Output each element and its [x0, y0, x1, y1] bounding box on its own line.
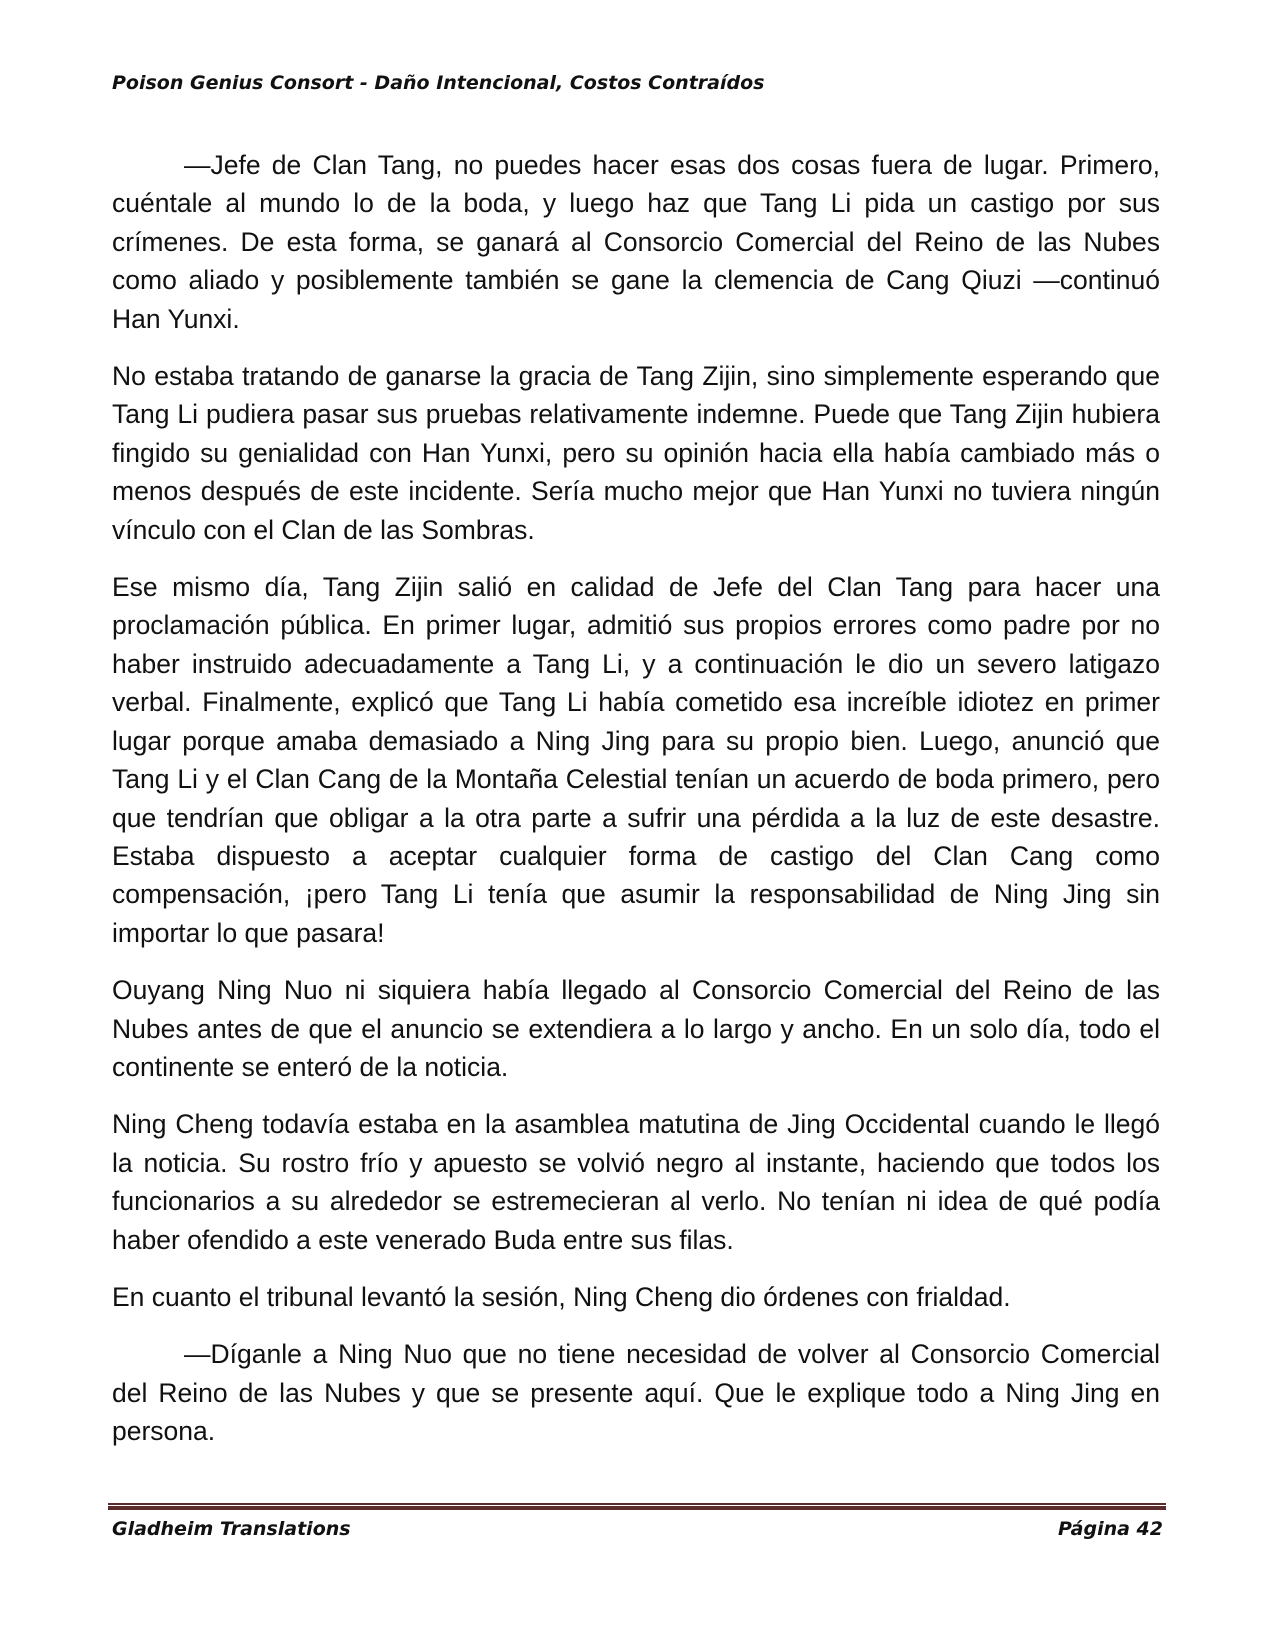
paragraph-2: No estaba tratando de ganarse la gracia de Tang Zijin, sino simplemente esperando que Tang Li pudiera pasar sus pruebas relativamente indemne. Puede que Tang Zijin hubiera fingido su genialidad con Han Yunxi, pero su opinión hacia ella había cambiado más o menos después de este incidente. Sería mucho mejor que Han Yunxi no tuviera ningún vínculo con el Clan de las Sombras. [112, 361, 1160, 545]
footer-divider [108, 1503, 1166, 1510]
paragraph-4: Ouyang Ning Nuo ni siquiera había llegado al Consorcio Comercial del Reino de las Nubes antes de que el anuncio se extendiera a lo largo y ancho. En un solo día, todo el continente se enteró de la noticia. [112, 975, 1160, 1082]
paragraph-6: En cuanto el tribunal levantó la sesión, Ning Cheng dio órdenes con frialdad. [112, 1281, 1011, 1312]
footer-page-number: Página 42 [1057, 1518, 1163, 1540]
page-body [112, 146, 1160, 1470]
paragraph-3: Ese mismo día, Tang Zijin salió en calidad de Jefe del Clan Tang para hacer una proclamación pública. En primer lugar, admitió sus propios errores como padre por no haber instruido adecuadamente a Tang Li, y a continuación le dio un severo latigazo verbal. Finalmente, explicó que Tang Li había cometido esa increíble idiotez en primer lugar porque amaba demasiado a Ning Jing para su propio bien. Luego, anunció que Tang Li y el Clan Cang de la Montaña Celestial tenían un acuerdo de boda primero, pero que tendrían que obligar a la otra parte a sufrir una pérdida a la luz de este desastre. Estaba dispuesto a aceptar cualquier forma de castigo del Clan Cang como compensación, ¡pero Tang Li tenía que asumir la responsabilidad de Ning Jing sin importar lo que pasara! [112, 572, 1160, 948]
page-header-title: Poison Genius Consort - Daño Intencional, Costos Contraídos [112, 72, 765, 94]
paragraph-5: Ning Cheng todavía estaba en la asamblea matutina de Jing Occidental cuando le llegó la noticia. Su rostro frío y apuesto se volvió negro al instante, haciendo que todos los funcionarios a su alrededor se estremecieran al verlo. No tenían ni idea de qué podía haber ofendido a este venerado Buda entre sus filas. [112, 1109, 1160, 1255]
footer-translator-name: Gladheim Translations [112, 1518, 351, 1540]
paragraph-7: —Díganle a Ning Nuo que no tiene necesidad de volver al Consorcio Comercial del Reino de las Nubes y que se presente aquí. Que le explique todo a Ning Jing en persona. [112, 1339, 1160, 1447]
paragraph-1: —Jefe de Clan Tang, no puedes hacer esas dos cosas fuera de lugar. Primero, cuéntale al mundo lo de la boda, y luego haz que Tang Li pida un castigo por sus crímenes. De esta forma, se ganará al Consorcio Comercial del Reino de las Nubes como aliado y posiblemente también se gane la clemencia de Cang Qiuzi —continuó Han Yunxi. [112, 150, 1160, 334]
